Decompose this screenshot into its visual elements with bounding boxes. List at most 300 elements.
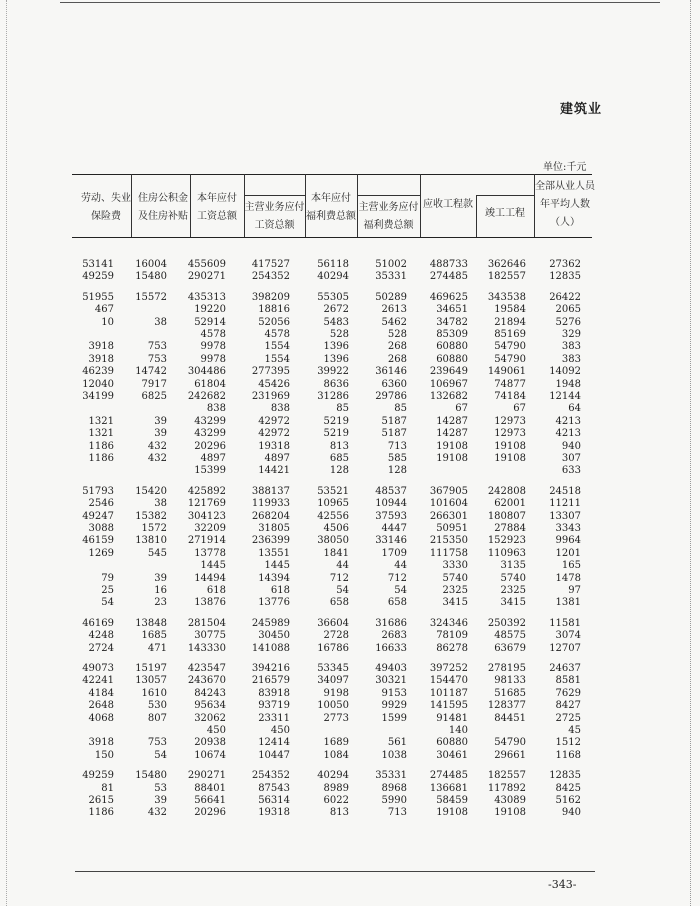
table-row: [0, 510, 700, 523]
table-cell-c4: 19318: [258, 440, 290, 452]
table-cell-c4: 23311: [258, 712, 290, 724]
table-cell-c5: 5483: [323, 316, 349, 328]
table-cell-c3: 121769: [187, 498, 226, 510]
table-cell-c9: 97: [568, 585, 581, 596]
table-cell-c9: 27362: [549, 259, 581, 270]
table-cell-c5: [289, 724, 349, 737]
table-cell-c8: 67: [513, 403, 526, 415]
table-cell-c3: 9978: [200, 353, 226, 365]
table-row: [0, 353, 700, 366]
table-cell-c4: 93719: [258, 700, 290, 712]
table-cell-c3: 9978: [200, 341, 226, 353]
table-cell-c5: 39922: [317, 366, 349, 378]
table-cell-c3: 4578: [200, 329, 226, 340]
table-cell-c3: 20296: [194, 440, 226, 452]
table-row: [0, 464, 700, 477]
col-header-c4: 主营业务应付 工资总额: [244, 202, 305, 231]
table-cell-c6: 713: [387, 440, 407, 452]
table-row: [0, 674, 700, 687]
unit-label: 单位:千元: [543, 162, 587, 173]
table-cell-c8: 180807: [487, 510, 526, 522]
table-cell-c8: 3135: [500, 560, 526, 572]
table-cell-c8: 242808: [487, 485, 526, 497]
table-cell-c7: 367905: [429, 485, 468, 497]
table-cell-c7: 19108: [436, 807, 468, 819]
table-cell-c1: 2724: [88, 642, 114, 654]
table-cell-c3: 450: [206, 725, 226, 736]
table-cell-c3: 838: [206, 403, 226, 415]
table-cell-c9: 64: [568, 403, 581, 415]
table-cell-c9: 307: [561, 453, 581, 464]
table-cell-c4: 19318: [258, 807, 290, 819]
table-cell-c9: 24518: [549, 485, 581, 497]
table-cell-c5: 8636: [323, 378, 349, 390]
table-cell-c6: 35331: [375, 271, 407, 283]
footer-rule: [75, 871, 595, 872]
table-cell-c4: 141088: [251, 642, 290, 654]
table-cell-c9: 12144: [549, 391, 581, 402]
table-cell-c7: 3330: [442, 560, 468, 572]
table-row: [0, 662, 700, 675]
table-cell-c6: 6360: [381, 378, 407, 390]
table-cell-c6: 33146: [375, 535, 407, 547]
table-row: [0, 415, 700, 428]
table-cell-c6: 2613: [381, 304, 407, 316]
table-cell-c3: 20296: [194, 807, 226, 819]
table-cell-c6: 44: [394, 560, 407, 572]
col-header-c2: 住房公积金 及住房补贴: [138, 193, 188, 222]
table-cell-c2: [107, 724, 167, 737]
table-cell-c7: 50951: [436, 523, 468, 534]
table-cell-c3: 304123: [187, 510, 226, 522]
table-cell-c7: 60880: [436, 341, 468, 353]
table-cell-c5: 31286: [317, 391, 349, 402]
table-cell-c9: 12835: [549, 770, 581, 782]
table-cell-c3: 20938: [194, 737, 226, 749]
table-cell-c4: 83918: [258, 687, 290, 699]
table-cell-c3: 290271: [187, 770, 226, 782]
table-cell-c4: 417527: [251, 259, 290, 270]
table-cell-c3: 95634: [194, 700, 226, 712]
table-cell-c9: 14092: [549, 366, 581, 378]
col-header-c1: 劳动、失业 保险费: [81, 193, 131, 222]
table-cell-c8: 19108: [494, 453, 526, 464]
table-cell-c1: 25: [101, 585, 114, 596]
table-cell-c3: 242682: [187, 391, 226, 402]
table-cell-c5: 528: [329, 329, 349, 340]
table-cell-c4: 1445: [264, 560, 290, 572]
table-cell-c2: 23: [154, 597, 167, 609]
table-row: [0, 712, 700, 725]
table-cell-c7: 60880: [436, 737, 468, 749]
table-cell-c8: 278195: [487, 663, 526, 674]
table-cell-c5: 1084: [323, 749, 349, 761]
table-cell-c1: [54, 464, 114, 477]
table-cell-c6: 585: [387, 453, 407, 464]
table-cell-c4: 10447: [258, 749, 290, 761]
table-cell-c1: 49259: [82, 271, 114, 283]
table-cell-c7: 324346: [429, 617, 468, 629]
table-cell-c2: 15480: [135, 271, 167, 283]
table-cell-c3: 304486: [187, 366, 226, 378]
table-cell-c9: 5276: [555, 316, 581, 328]
table-cell-c8: 12973: [494, 428, 526, 440]
table-row: [0, 365, 700, 378]
table-cell-c3: 281504: [187, 617, 226, 629]
table-cell-c1: 2546: [88, 498, 114, 510]
table-cell-c4: 30450: [258, 630, 290, 642]
table-cell-c9: 11211: [549, 498, 581, 510]
table-cell-c3: 14494: [194, 572, 226, 584]
table-cell-c7: 274485: [429, 770, 468, 782]
table-cell-c5: 53345: [317, 663, 349, 674]
table-cell-c9: 11581: [549, 617, 581, 629]
table-cell-c3: 143330: [187, 642, 226, 654]
table-cell-c8: 62001: [494, 498, 526, 510]
table-cell-c5: 4506: [323, 523, 349, 534]
table-cell-c8: 98133: [494, 675, 526, 687]
table-cell-c6: 51002: [375, 259, 407, 270]
table-cell-c3: 32062: [194, 712, 226, 724]
table-cell-c1: 46159: [82, 535, 114, 547]
table-cell-c1: [54, 724, 114, 737]
table-cell-c3: 435313: [187, 291, 226, 303]
table-cell-c6: 528: [387, 329, 407, 340]
table-cell-c6: 5187: [381, 428, 407, 440]
table-cell-c4: 450: [270, 725, 290, 736]
table-cell-c2: 54: [154, 749, 167, 761]
table-cell-c8: 19584: [494, 304, 526, 316]
table-cell-c5: 128: [329, 465, 349, 477]
table-cell-c8: [466, 464, 526, 477]
table-cell-c9: 940: [561, 440, 581, 452]
table-cell-c2: 753: [147, 341, 167, 353]
table-cell-c5: 16786: [317, 642, 349, 654]
table-cell-c3: 425892: [187, 485, 226, 497]
table-cell-c3: 4897: [200, 453, 226, 464]
table-cell-c9: 383: [561, 353, 581, 365]
table-cell-c1: 1269: [88, 547, 114, 559]
table-row: [0, 303, 700, 316]
table-cell-c4: 245989: [251, 617, 290, 629]
table-cell-c4: 254352: [251, 271, 290, 283]
table-cell-c8: 85169: [494, 329, 526, 340]
table-cell-c7: [408, 464, 468, 477]
table-cell-c5: 85: [336, 403, 349, 415]
table-cell-c5: 658: [329, 597, 349, 609]
table-cell-c5: 813: [329, 440, 349, 452]
table-cell-c1: 1186: [88, 807, 114, 819]
table-cell-c9: 329: [561, 329, 581, 340]
table-cell-c3: 455609: [187, 259, 226, 270]
table-cell-c6: 5462: [381, 316, 407, 328]
table-cell-c5: 712: [329, 572, 349, 584]
table-cell-c5: 42556: [317, 510, 349, 522]
table-cell-c9: 2725: [555, 712, 581, 724]
table-cell-c2: 39: [154, 795, 167, 806]
table-cell-c3: 61804: [194, 378, 226, 390]
table-cell-c3: 243670: [187, 675, 226, 687]
table-cell-c7: 397252: [429, 663, 468, 674]
table-row: [0, 522, 700, 535]
table-cell-c5: 10965: [317, 498, 349, 510]
table-cell-c4: 56314: [258, 795, 290, 806]
col-header-c6: 主营业务应付 福利费总额: [358, 202, 419, 231]
table-row: [0, 378, 700, 391]
table-cell-c9: 940: [561, 807, 581, 819]
table-cell-c1: 51955: [82, 291, 114, 303]
table-cell-c9: 1948: [555, 378, 581, 390]
table-cell-c8: 117892: [487, 782, 526, 794]
table-cell-c5: 8989: [323, 782, 349, 794]
table-cell-c3: 271914: [187, 535, 226, 547]
table-cell-c6: 8968: [381, 782, 407, 794]
table-cell-c7: 136681: [429, 782, 468, 794]
table-cell-c9: 12835: [549, 271, 581, 283]
page-number: -343-: [548, 878, 577, 891]
table-cell-c7: 14287: [436, 428, 468, 440]
table-cell-c4: 4578: [264, 329, 290, 340]
table-cell-c2: 15480: [135, 770, 167, 782]
table-cell-c8: 149061: [487, 366, 526, 378]
table-cell-c9: 9964: [555, 535, 581, 547]
table-cell-c3: 56641: [194, 795, 226, 806]
table-cell-c9: 5162: [555, 795, 581, 806]
table-subheader-rule: [476, 195, 534, 196]
table-cell-c6: 36146: [375, 366, 407, 378]
table-cell-c9: 165: [561, 560, 581, 572]
table-cell-c1: 12040: [82, 378, 114, 390]
table-cell-c6: 713: [387, 807, 407, 819]
table-cell-c5: 40294: [317, 271, 349, 283]
table-cell-c9: 1478: [555, 572, 581, 584]
table-cell-c6: 712: [387, 572, 407, 584]
table-cell-c8: 2325: [500, 585, 526, 596]
table-cell-c1: 34199: [82, 391, 114, 402]
table-cell-c1: [54, 402, 114, 415]
table-cell-c5: 34097: [317, 675, 349, 687]
table-cell-c5: 2728: [323, 630, 349, 642]
table-cell-c7: 101187: [429, 687, 468, 699]
table-cell-c8: 74877: [494, 378, 526, 390]
table-cell-c2: 38: [154, 498, 167, 510]
table-cell-c9: 45: [568, 725, 581, 736]
table-cell-c9: 4213: [555, 415, 581, 427]
table-row: [0, 559, 700, 572]
table-cell-c7: 488733: [429, 259, 468, 270]
col-header-c9: 全部从业人员 年平均人数 （人）: [535, 181, 595, 228]
table-cell-c8: 5740: [500, 572, 526, 584]
table-cell-c1: 3918: [88, 353, 114, 365]
table-cell-c4: 254352: [251, 770, 290, 782]
col-header-c7: 应收工程款: [423, 199, 473, 210]
table-cell-c3: 30775: [194, 630, 226, 642]
table-cell-c2: 471: [147, 642, 167, 654]
table-cell-c2: 13810: [135, 535, 167, 547]
table-cell-c7: 132682: [429, 391, 468, 402]
table-cell-c6: 30321: [375, 675, 407, 687]
table-cell-c6: 1709: [381, 547, 407, 559]
table-cell-c8: 54790: [494, 353, 526, 365]
table-cell-c8: 29661: [494, 749, 526, 761]
table-cell-c2: 13057: [135, 675, 167, 687]
table-header-rule: [72, 237, 592, 238]
table-cell-c9: 3074: [555, 630, 581, 642]
table-subheader-rule: [244, 195, 305, 196]
table-cell-c1: [54, 559, 114, 572]
table-cell-c2: 39: [154, 428, 167, 440]
table-cell-c6: 561: [387, 737, 407, 749]
table-cell-c8: 250392: [487, 617, 526, 629]
table-cell-c6: 128: [387, 465, 407, 477]
table-cell-c6: 85: [394, 403, 407, 415]
table-row: [0, 724, 700, 737]
table-cell-c7: 106967: [429, 378, 468, 390]
table-cell-c7: 239649: [429, 366, 468, 378]
table-cell-c2: 39: [154, 415, 167, 427]
table-cell-c5: 36604: [317, 617, 349, 629]
table-cell-c1: 3918: [88, 737, 114, 749]
section-title: 建筑业: [560, 102, 603, 117]
table-cell-c1: 46239: [82, 366, 114, 378]
table-cell-c4: 394216: [251, 663, 290, 674]
table-row: [0, 427, 700, 440]
table-cell-c2: 38: [154, 316, 167, 328]
table-cell-c6: 37593: [375, 510, 407, 522]
table-cell-c2: 432: [147, 453, 167, 464]
table-cell-c9: 1381: [555, 597, 581, 609]
table-cell-c1: 467: [94, 304, 114, 316]
table-cell-c2: 6825: [141, 391, 167, 402]
table-cell-c6: 268: [387, 341, 407, 353]
table-row: [0, 584, 700, 597]
table-cell-c8: 182557: [487, 770, 526, 782]
table-cell-c8: 128377: [487, 700, 526, 712]
table-cell-c5: 56118: [317, 259, 349, 270]
table-cell-c4: 45426: [258, 378, 290, 390]
table-cell-c2: [107, 303, 167, 316]
table-cell-c9: 383: [561, 341, 581, 353]
table-cell-c5: 5219: [323, 428, 349, 440]
table-cell-c2: 807: [147, 712, 167, 724]
table-cell-c6: 9153: [381, 687, 407, 699]
top-border: [60, 2, 660, 3]
table-cell-c5: 2773: [323, 712, 349, 724]
table-cell-c4: 42972: [258, 428, 290, 440]
table-cell-c1: 49073: [82, 663, 114, 674]
table-row: [0, 642, 700, 655]
table-cell-c7: 111758: [429, 547, 468, 559]
table-cell-c9: 26422: [549, 291, 581, 303]
table-cell-c7: 140: [448, 725, 468, 736]
table-cell-c1: 79: [101, 572, 114, 584]
table-cell-c4: 31805: [258, 523, 290, 534]
table-cell-c7: 266301: [429, 510, 468, 522]
table-cell-c2: 432: [147, 440, 167, 452]
table-cell-c2: 13848: [135, 617, 167, 629]
table-cell-c5: 38050: [317, 535, 349, 547]
table-cell-c4: 52056: [258, 316, 290, 328]
table-cell-c1: 49247: [82, 510, 114, 522]
table-cell-c6: 35331: [375, 770, 407, 782]
table-cell-c1: 81: [101, 782, 114, 794]
table-cell-c7: 141595: [429, 700, 468, 712]
table-row: [0, 452, 700, 465]
table-cell-c8: 152923: [487, 535, 526, 547]
table-cell-c3: 13778: [194, 547, 226, 559]
col-header-c5: 本年应付 福利费总额: [306, 193, 356, 222]
table-row: [0, 749, 700, 762]
table-cell-c5: 54: [336, 585, 349, 596]
table-cell-c5: 685: [329, 453, 349, 464]
table-cell-c1: 3918: [88, 341, 114, 353]
table-cell-c2: 530: [147, 700, 167, 712]
table-cell-c7: 19108: [436, 453, 468, 464]
table-row: [0, 629, 700, 642]
table-cell-c6: [347, 724, 407, 737]
table-cell-c6: 54: [394, 585, 407, 596]
table-cell-c3: 15399: [194, 465, 226, 477]
table-cell-c7: 34651: [436, 304, 468, 316]
table-cell-c1: 4068: [88, 712, 114, 724]
table-cell-c8: [466, 724, 526, 737]
table-cell-c7: 101604: [429, 498, 468, 510]
table-cell-c2: 15197: [135, 663, 167, 674]
table-cell-c5: 1396: [323, 341, 349, 353]
table-cell-c6: 4447: [381, 523, 407, 534]
table-cell-c9: 8581: [555, 675, 581, 687]
table-row: [0, 485, 700, 498]
table-cell-c8: 12973: [494, 415, 526, 427]
table-cell-c4: 87543: [258, 782, 290, 794]
table-cell-c8: 48575: [494, 630, 526, 642]
table-cell-c8: 54790: [494, 341, 526, 353]
table-cell-c7: 30461: [436, 749, 468, 761]
table-cell-c5: 1841: [323, 547, 349, 559]
table-cell-c2: 15382: [135, 510, 167, 522]
table-cell-c2: 1610: [141, 687, 167, 699]
table-cell-c3: 1445: [200, 560, 226, 572]
table-cell-c7: 60880: [436, 353, 468, 365]
table-cell-c1: 1186: [88, 440, 114, 452]
table-cell-c5: 6022: [323, 795, 349, 806]
table-cell-c6: 31686: [375, 617, 407, 629]
table-row: [0, 340, 700, 353]
table-cell-c6: 1038: [381, 749, 407, 761]
table-row: [0, 572, 700, 585]
table-cell-c7: 3415: [442, 597, 468, 609]
table-cell-c1: [54, 328, 114, 341]
table-cell-c1: 3088: [88, 523, 114, 534]
table-cell-c4: 1554: [264, 353, 290, 365]
table-cell-c5: 1396: [323, 353, 349, 365]
table-subheader-rule: [357, 195, 420, 196]
table-cell-c4: 13551: [258, 547, 290, 559]
table-row: [0, 596, 700, 609]
table-row: [0, 699, 700, 712]
table-cell-c4: 12414: [258, 737, 290, 749]
table-cell-c5: 9198: [323, 687, 349, 699]
table-cell-c7: 91481: [436, 712, 468, 724]
table-cell-c6: 16633: [375, 642, 407, 654]
table-cell-c9: 7629: [555, 687, 581, 699]
table-cell-c6: 49403: [375, 663, 407, 674]
table-cell-c8: 19108: [494, 807, 526, 819]
table-cell-c4: 277395: [251, 366, 290, 378]
table-cell-c9: 8427: [555, 700, 581, 712]
table-cell-c1: 4248: [88, 630, 114, 642]
table-cell-c2: 16004: [135, 259, 167, 270]
